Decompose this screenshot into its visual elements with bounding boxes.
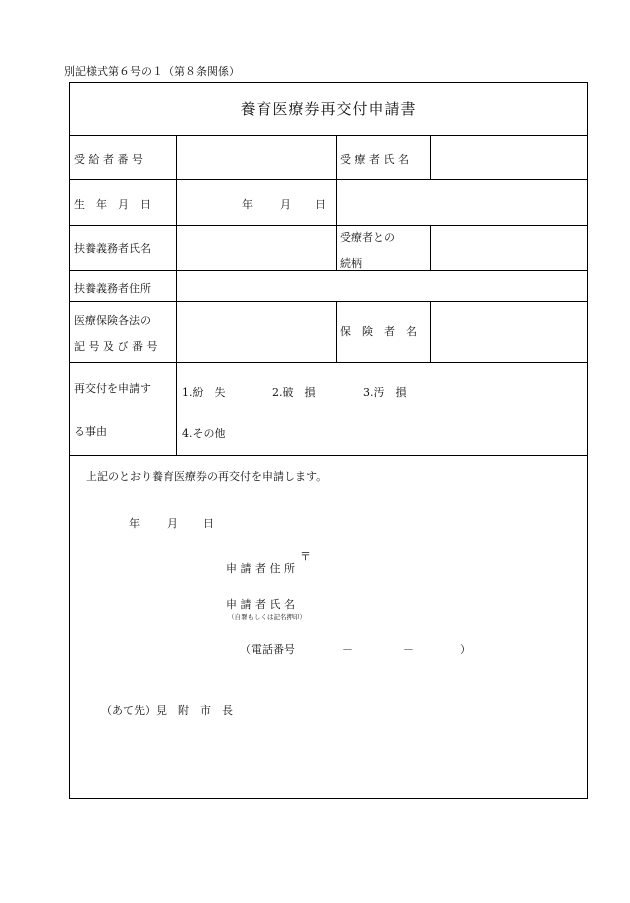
date-day-label: 日 <box>203 517 214 530</box>
application-form <box>69 82 588 799</box>
birthdate-year-label: 年 <box>242 198 253 211</box>
phone-label: （電話番号 <box>240 643 295 656</box>
insurer-name-label: 保 険 者 名 <box>340 325 417 338</box>
recipient-number-field[interactable] <box>177 136 336 179</box>
phone-close-paren: ） <box>460 643 471 656</box>
guardian-name-label: 扶養義務者氏名 <box>74 242 151 255</box>
declaration-statement: 上記のとおり養育医療券の再交付を申請します。 <box>86 470 328 483</box>
applicant-address-field[interactable] <box>328 553 568 575</box>
birthdate-month-label: 月 <box>280 198 291 211</box>
date-year-label: 年 <box>129 517 140 530</box>
applicant-name-label: 申 請 者 氏 名 <box>226 598 295 611</box>
reason-option-soiled[interactable]: 3.汚 損 <box>363 386 407 399</box>
reason-option-lost[interactable]: 1.紛 失 <box>182 386 226 399</box>
birthdate-day-label: 日 <box>315 198 326 211</box>
addressee: （あて先）見 附 市 長 <box>101 704 233 717</box>
column-divider <box>336 301 337 362</box>
insurance-label-line2: 記 号 及 び 番 号 <box>74 340 158 353</box>
form-identifier: 別記様式第６号の１（第８条関係） <box>64 65 240 78</box>
recipient-number-label: 受 給 者 番 号 <box>74 153 143 166</box>
phone-number-field[interactable] <box>302 636 452 656</box>
insurance-label-line1: 医療保険各法の <box>74 314 151 327</box>
patient-name-label: 受 療 者 氏 名 <box>340 153 409 166</box>
form-title: 養育医療券再交付申請書 <box>70 83 587 136</box>
column-divider <box>336 225 337 270</box>
applicant-address-label: 申 請 者 住 所 <box>226 562 295 575</box>
insurer-name-field[interactable] <box>431 302 587 362</box>
birthdate-label: 生 年 月 日 <box>74 198 151 211</box>
phone-dash-2: － <box>403 643 414 656</box>
reason-option-damaged[interactable]: 2.破 損 <box>272 386 316 399</box>
insurance-number-field[interactable] <box>177 302 336 362</box>
reason-label-line1: 再交付を申請す <box>74 382 151 395</box>
relation-label-line2: 続柄 <box>340 257 362 270</box>
guardian-address-label: 扶養義務者住所 <box>74 282 151 295</box>
signature-note: （自署もしくは記名押印） <box>228 613 306 621</box>
column-divider <box>336 135 337 179</box>
date-month-label: 月 <box>167 517 178 530</box>
row-divider <box>70 455 587 456</box>
reason-label-line2: る事由 <box>74 425 107 438</box>
guardian-address-field[interactable] <box>177 271 587 301</box>
phone-dash-1: － <box>342 643 353 656</box>
patient-name-field[interactable] <box>431 136 587 179</box>
relation-label-line1: 受療者との <box>340 231 395 244</box>
postal-mark: 〒 <box>300 550 311 563</box>
guardian-name-field[interactable] <box>177 226 336 270</box>
row-divider <box>70 362 587 363</box>
birthdate-field[interactable] <box>177 180 336 225</box>
relation-field[interactable] <box>431 226 587 270</box>
applicant-name-field[interactable] <box>328 589 568 611</box>
column-divider <box>336 179 337 225</box>
reason-option-other[interactable]: 4.その他 <box>182 427 226 440</box>
